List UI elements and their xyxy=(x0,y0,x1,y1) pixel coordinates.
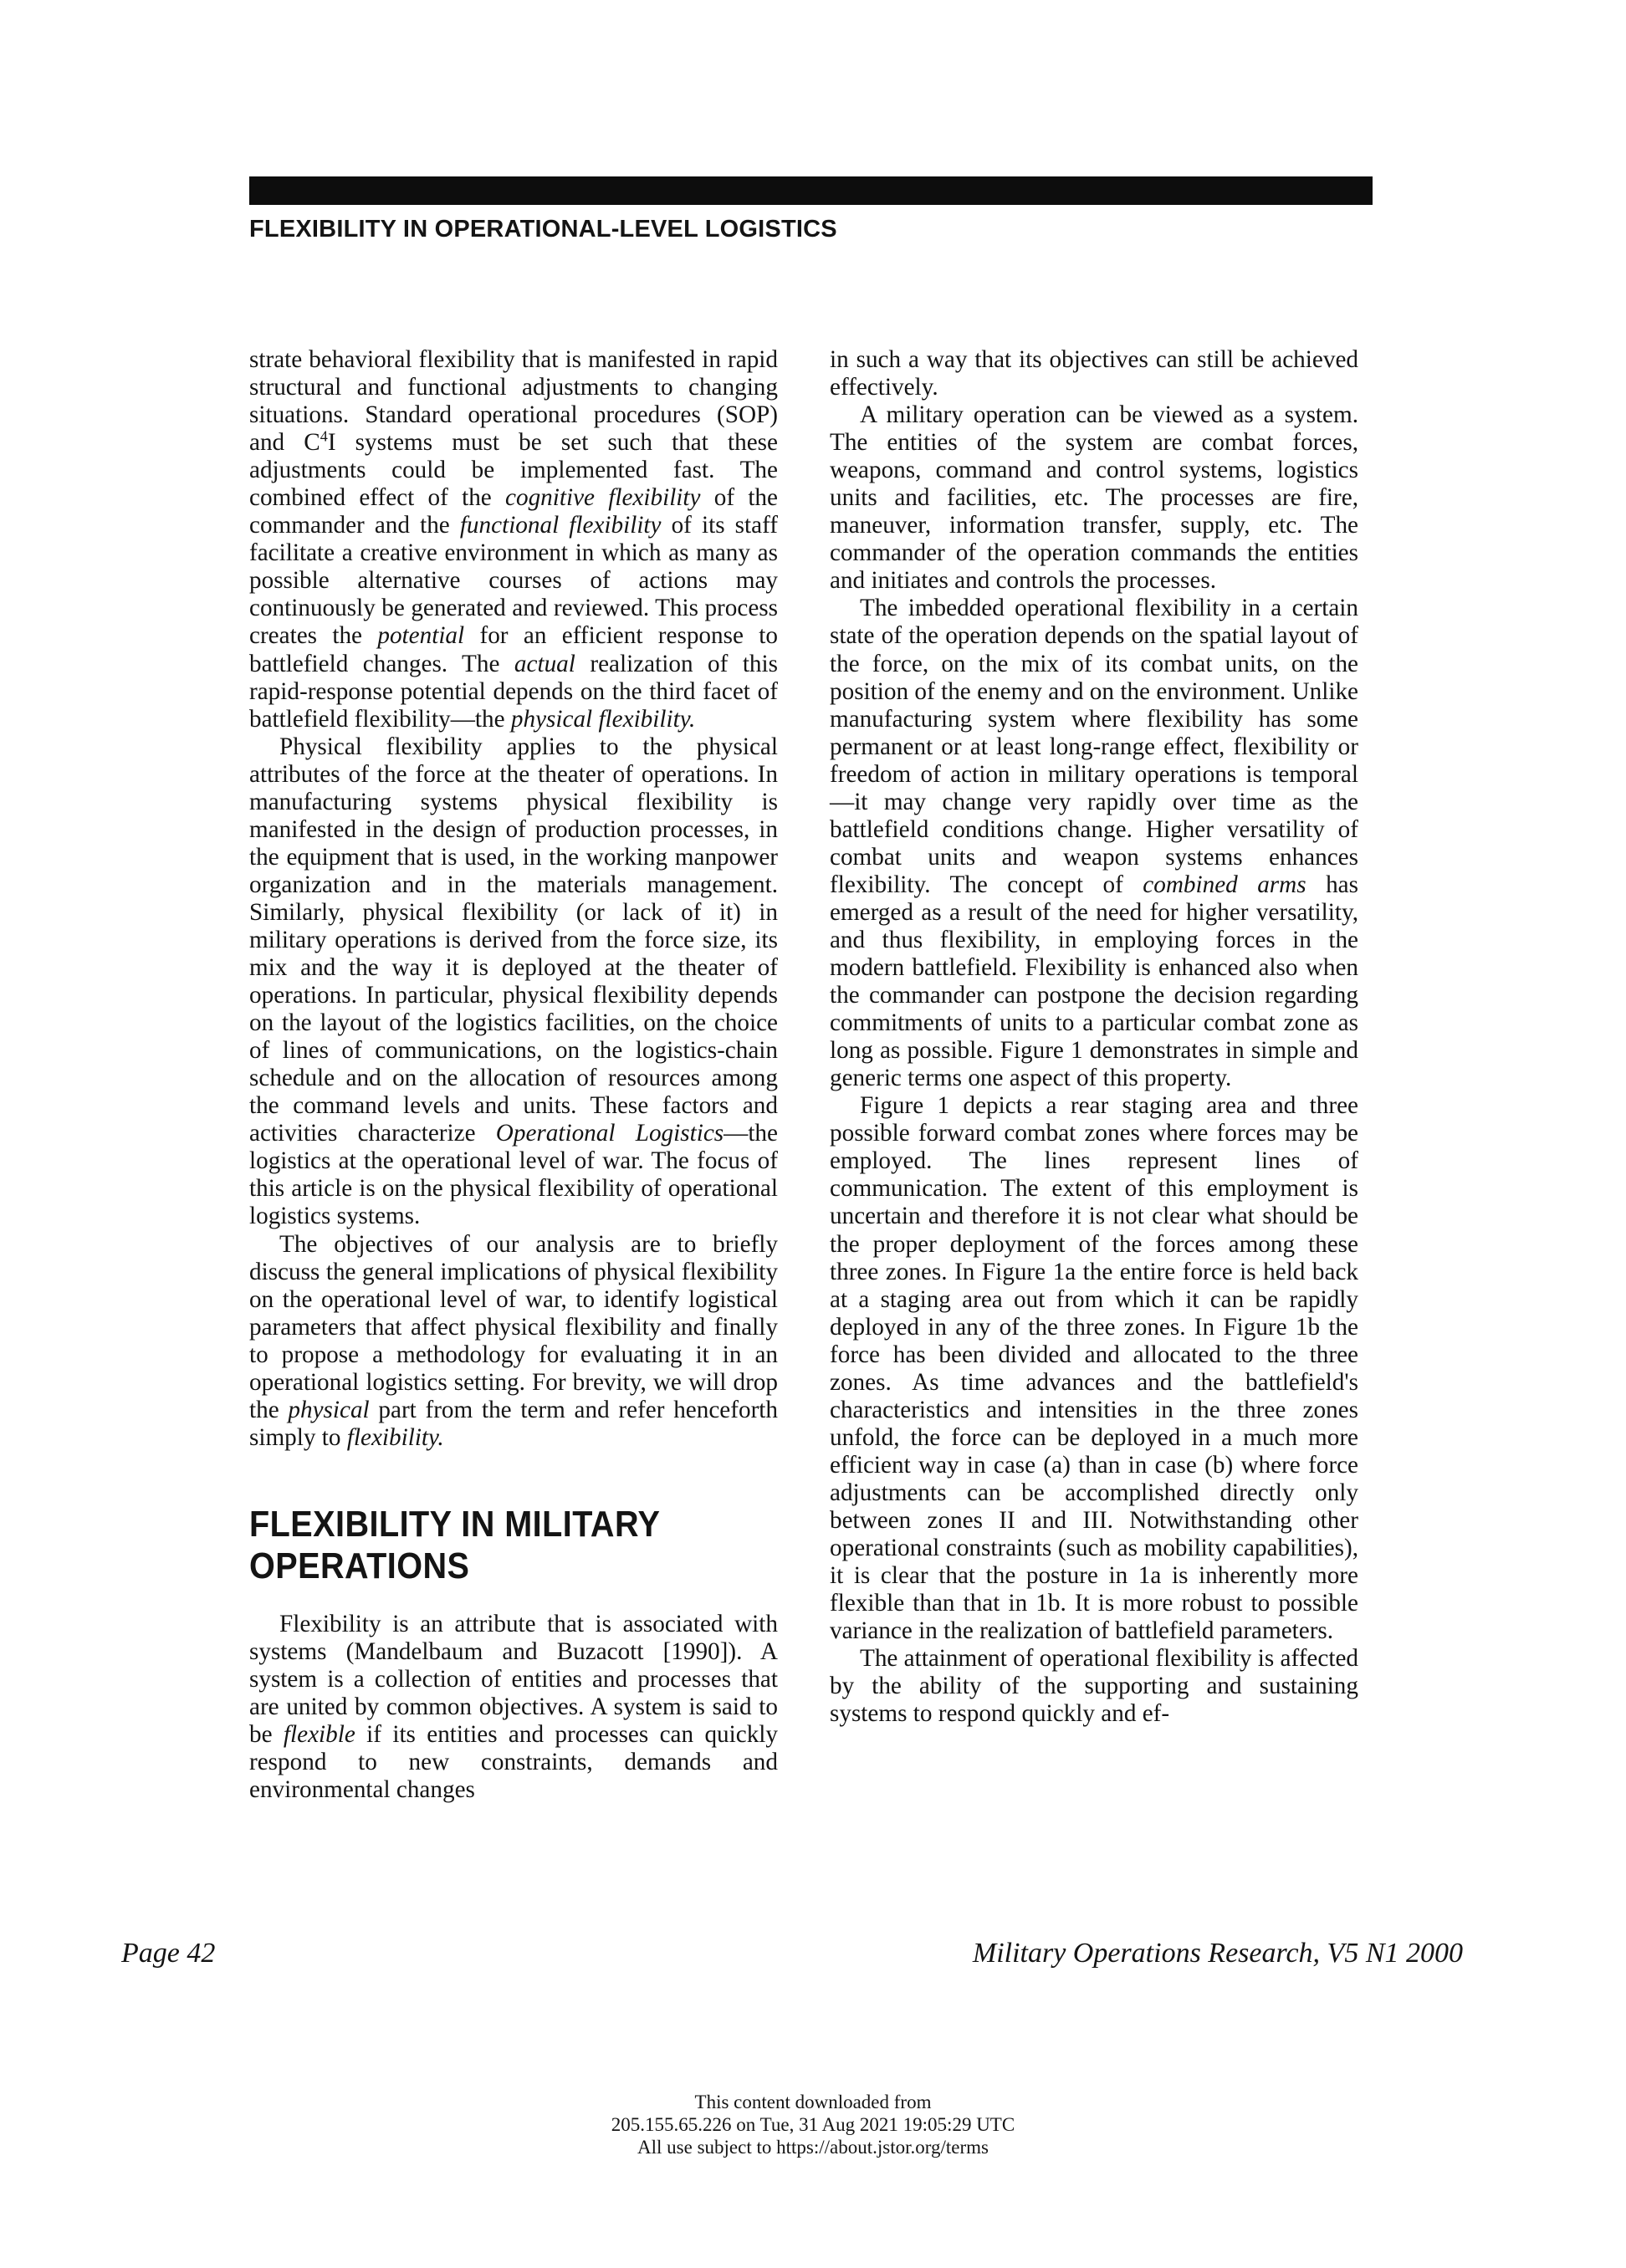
right-column xyxy=(830,346,1358,1728)
superscript: 4 xyxy=(320,427,328,445)
text-span: Physical flexibility applies to the physical attributes of the force at the theater of operations. In manufacturing systems physical flexibility is manifested in the design of production processes, in the equipment that is used, in the working manpower organization and in the materials management. Similarly, physical flexibility (or lack of it) in military operations is derived from the force size, its mix and the way it is deployed at the theater of operations. In particular, physical flexibility depends on the layout of the logistics facilities, on the choice of lines of communications, on the logistics-chain schedule and on the allocation of resources among the command levels and units. These factors and activities characterize xyxy=(249,733,778,1147)
header-rule xyxy=(249,176,1373,205)
italic-term: cognitive flexibility xyxy=(505,484,701,512)
jstor-line: All use subject to https://about.jstor.org/terms xyxy=(637,2137,989,2158)
paragraph: The attainment of operational flexibility is affected by the ability of the supporting and sustaining systems to respond quickly and ef- xyxy=(830,1645,1358,1728)
text-span: Flexibility is an attribute that is associated with systems (Mandelbaum and Buzacott [1990]). A system is a collection of entities and processes that are united by common objectives. A system is said to be xyxy=(249,1610,778,1749)
paragraph: Figure 1 depicts a rear staging area and three possible forward combat zones where forces may be employed. The lines represent lines of communication. The extent of this employment is uncertain and therefore it is not clear what should be the proper deployment of the forces among these three zones. In Figure 1a the entire force is held back at a staging area out from which it can be rapidly deployed in any of the three zones. In Figure 1b the force has been divided and allocated to the three zones. As time advances and the battlefield's characteristics and intensities in the three zones unfold, the force can be deployed in a much more efficient way in case (a) than in case (b) where force adjustments can be accomplished directly only between zones II and III. Notwithstanding other operational constraints (such as mobility capabilities), it is clear that the posture in 1a is inherently more flexible than that in 1b. It is more robust to possible variance in the realization of battlefield parameters. xyxy=(830,1092,1358,1645)
running-head: FLEXIBILITY IN OPERATIONAL-LEVEL LOGISTICS xyxy=(249,216,837,243)
text-span: for an efficient response to battlefield changes. The xyxy=(249,622,778,677)
journal-citation: Military Operations Research, V5 N1 2000 xyxy=(972,1938,1463,1969)
italic-term: physical xyxy=(288,1396,370,1423)
section-heading: FLEXIBILITY IN MILITARY OPERATIONS xyxy=(249,1503,660,1586)
italic-term: functional flexibility xyxy=(459,512,662,539)
jstor-notice xyxy=(0,2091,1626,2158)
text-span: has emerged as a result of the need for higher versatility, and thus flexibility, in employing forces in the modern battlefield. Flexibility is enhanced also when the commander can postpone the decision regarding commitments of units to a particular combat zone as long as possible. Figure 1 demonstrates in simple and generic terms one aspect of this property. xyxy=(830,871,1358,1092)
italic-term: combined arms xyxy=(1143,871,1306,898)
paragraph xyxy=(249,1611,778,1804)
text-span: —the logistics at the operational level of war. The focus of this article is on the physical flexibility of operational logistics systems. xyxy=(249,1120,778,1230)
paragraph xyxy=(249,1231,778,1452)
jstor-line: This content downloaded from xyxy=(694,2092,932,2112)
paragraph: A military operation can be viewed as a system. The entities of the system are combat forces, weapons, command and control systems, logistics units and facilities, etc. The processes are fire, maneuver, information transfer, supply, etc. The commander of the operation commands the entities and initiates and controls the processes. xyxy=(830,401,1358,595)
italic-term: flexible xyxy=(283,1721,355,1749)
italic-term: Operational Logistics xyxy=(495,1120,724,1147)
italic-term: flexibility. xyxy=(346,1423,444,1451)
text-span: part from the term and refer henceforth simply to xyxy=(249,1396,778,1451)
page-number: Page 42 xyxy=(121,1938,216,1969)
italic-term: potential xyxy=(377,622,465,650)
text-span: The imbedded operational flexibility in a certain state of the operation depends on the spatial layout of the force, on the mix of its combat units, on the position of the enemy and on the environment. Unlike manufacturing system where flexibility has some permanent or at least long-range effect, flexibility or freedom of action in military operations is temporal—it may change very rapidly over time as the battlefield conditions change. Higher versatility of combat units and weapon systems enhances flexibility. The concept of xyxy=(830,595,1358,898)
text-span: of its staff facilitate a creative environment in which as many as possible alternative courses of actions may continuously be generated and reviewed. This process creates the xyxy=(249,512,778,650)
paragraph xyxy=(249,346,778,733)
paragraph xyxy=(830,595,1358,1092)
text-span: of the commander and the xyxy=(249,484,778,539)
jstor-line: 205.155.65.226 on Tue, 31 Aug 2021 19:05:29 UTC xyxy=(611,2114,1015,2135)
left-column xyxy=(249,346,778,1804)
paragraph: in such a way that its objectives can still be achieved effectively. xyxy=(830,346,1358,401)
text-span: if its entities and processes can quickly respond to new constraints, demands and environmental changes xyxy=(249,1721,778,1804)
text-span: I systems must be set such that these adjustments could be implemented fast. The combined effect of the xyxy=(249,429,778,512)
paragraph xyxy=(249,733,778,1231)
text-span: The objectives of our analysis are to briefly discuss the general implications of physical flexibility on the operational level of war, to identify logistical parameters that affect physical flexibility and finally to propose a methodology for evaluating it in an operational logistics setting. For brevity, we will drop the xyxy=(249,1230,778,1423)
italic-term: physical flexibility. xyxy=(510,705,696,733)
text-span: strate behavioral flexibility that is manifested in rapid structural and functional adjustments to changing situations. Standard operational procedures (SOP) and C xyxy=(249,346,778,457)
italic-term: actual xyxy=(514,650,575,677)
text-span: realization of this rapid-response potential depends on the third facet of battlefield flexibility—the xyxy=(249,650,778,733)
